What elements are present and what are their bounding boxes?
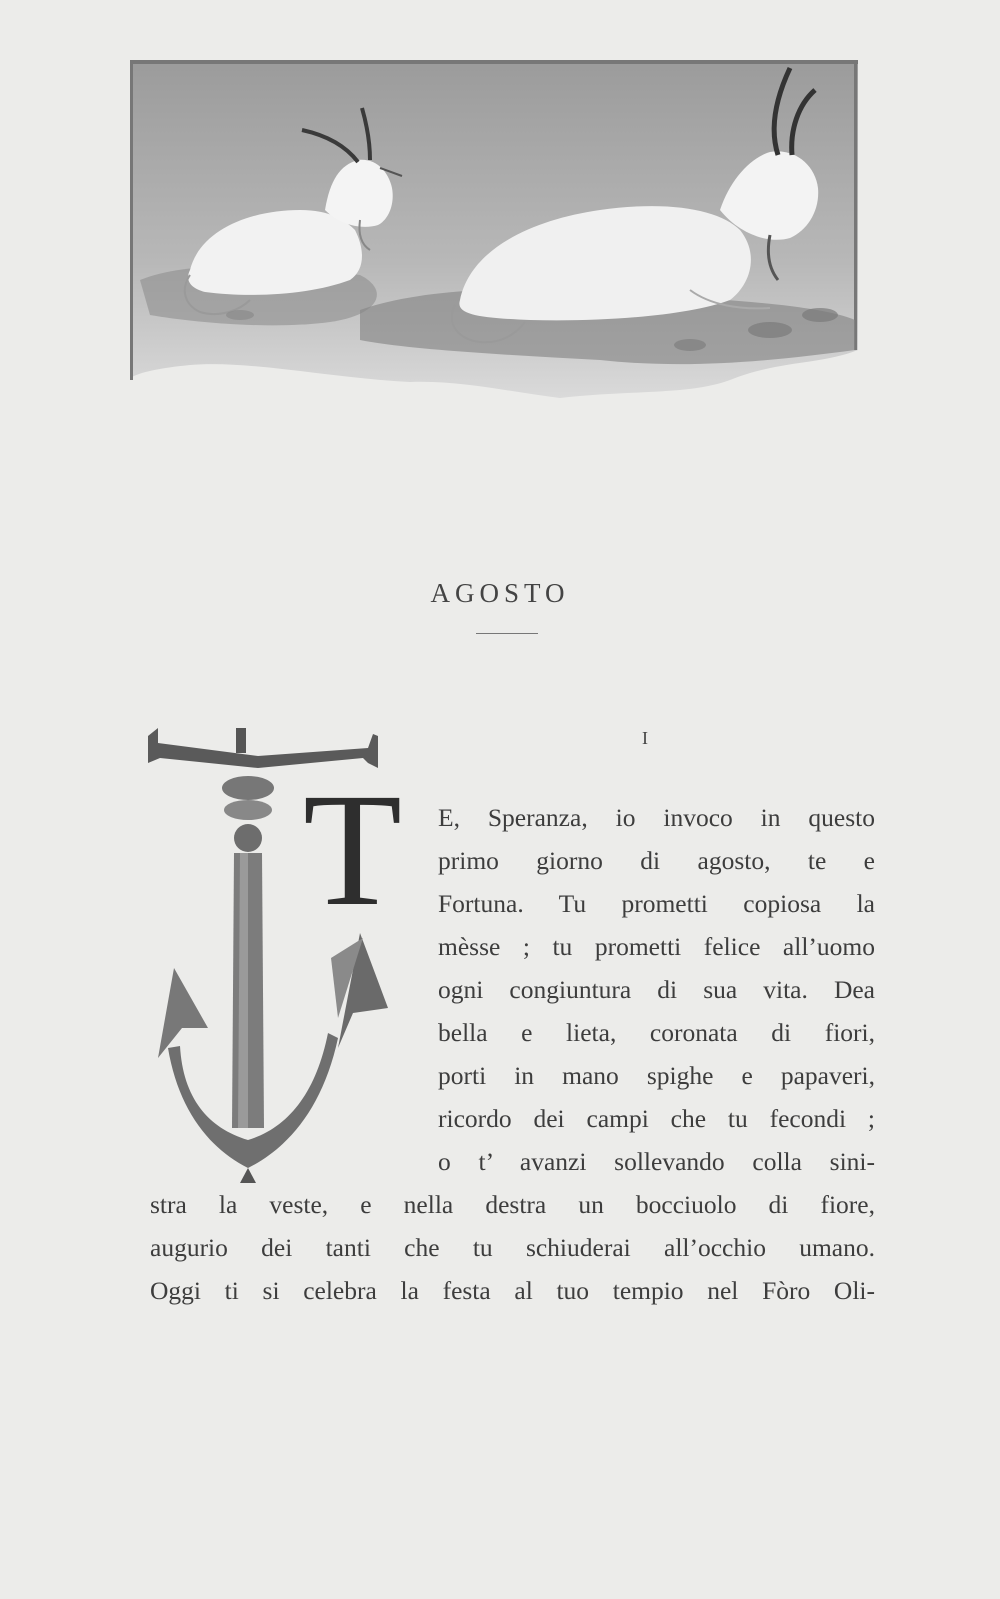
body-line: mèsse ; tu prometti felice all’uomo [438, 932, 875, 961]
section-number: I [642, 728, 648, 748]
body-line: porti in mano spighe e papaveri, [438, 1061, 875, 1090]
body-line: stra la veste, e nella destra un bocciuolo di fiore, [150, 1190, 875, 1219]
body-line: augurio dei tanti che tu schiuderai all’occhio umano. [150, 1233, 875, 1262]
chapter-title: AGOSTO [430, 578, 570, 608]
goats-illustration-icon [130, 60, 875, 400]
body-line: E, Speranza, io invoco in questo [438, 803, 875, 832]
body-line: bella e lieta, coronata di fiori, [438, 1018, 875, 1047]
dropcap-letter: T [303, 761, 402, 940]
body-line: primo giorno di agosto, te e [438, 846, 875, 875]
body-line: o t’ avanzi sollevando colla sini- [438, 1147, 875, 1176]
body-line: Oggi ti si celebra la festa al tuo tempio nel Fòro Oli- [150, 1276, 875, 1305]
title-divider [476, 633, 538, 634]
body-line: ogni congiuntura di sua vita. Dea [438, 975, 875, 1004]
body-line: Fortuna. Tu prometti copiosa la [438, 889, 875, 918]
body-line: ricordo dei campi che tu fecondi ; [438, 1104, 875, 1133]
